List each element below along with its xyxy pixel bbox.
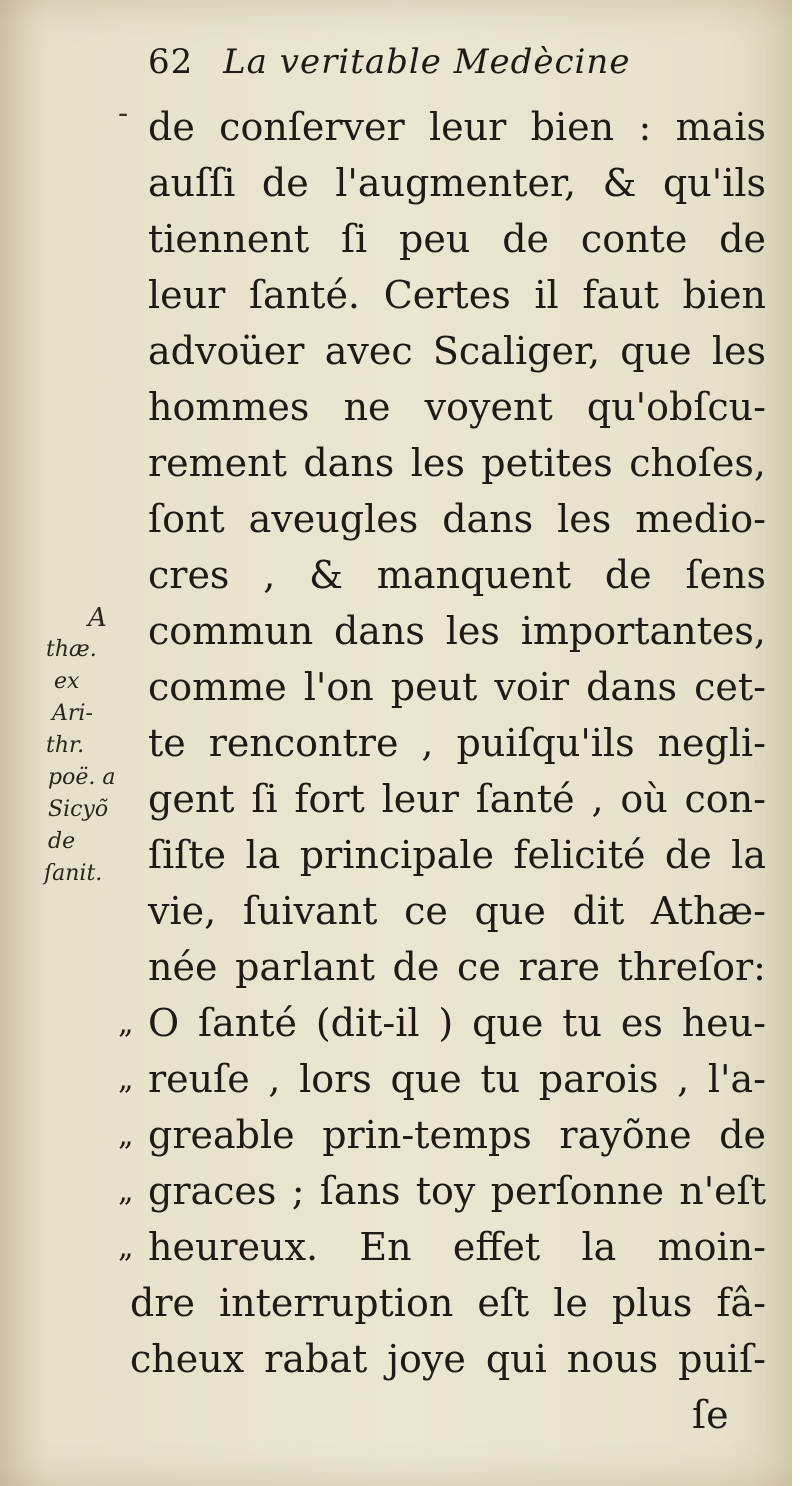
text-line: de conſerver leur bien : mais — [148, 105, 766, 149]
text-line: graces ; ſans toy perſonne n'eſt — [148, 1169, 766, 1213]
text-line: te rencontre , puiſqu'ils negli- — [148, 721, 766, 765]
text-line: heureux. En effet la moin- — [148, 1225, 766, 1269]
running-title: La veritable Medècine — [223, 42, 631, 82]
text-line: rement dans les petites choſes, — [148, 441, 766, 485]
line-dash: - — [118, 96, 129, 131]
page-number: 62 — [148, 42, 194, 82]
text-line: cres , & manquent de ſens — [148, 553, 766, 597]
margin-line: thæ. — [46, 637, 97, 662]
text-line: tiennent ſi peu de conte de — [148, 217, 766, 261]
quote-mark: „ — [118, 1174, 134, 1209]
quote-mark: „ — [118, 1062, 134, 1097]
running-header — [148, 42, 630, 82]
text-line: comme l'on peut voir dans cet- — [148, 665, 766, 709]
text-line: hommes ne voyent qu'obſcu- — [148, 385, 766, 429]
text-line: advoüer avec Scaliger, que les — [148, 329, 766, 373]
catchword: ſe — [692, 1393, 729, 1437]
text-line: commun dans les importantes, — [148, 609, 766, 653]
margin-line: ſanit. — [44, 861, 103, 886]
page-edge — [792, 0, 796, 1486]
quote-mark: „ — [118, 1230, 134, 1265]
text-line: née parlant de ce rare threſor: — [148, 945, 766, 989]
text-line: ſiſte la principale felicité de la — [148, 833, 766, 877]
text-line: reuſe , lors que tu parois , l'a- — [148, 1057, 766, 1101]
text-line: gent ſi fort leur ſanté , où con- — [148, 777, 766, 821]
text-line: greable prin-temps rayõne de — [148, 1113, 766, 1157]
margin-citation — [8, 602, 116, 890]
text-line: vie, ſuivant ce que dit Athæ- — [148, 889, 766, 933]
margin-line: poë. a — [48, 765, 116, 790]
margin-line: ex — [54, 669, 80, 694]
text-line: dre interruption eſt le plus fâ- — [130, 1281, 766, 1325]
text-line: auſſi de l'augmenter, & qu'ils — [148, 161, 766, 205]
text-line: O ſanté (dit-il ) que tu es heu- — [148, 1001, 766, 1045]
margin-line: de — [48, 829, 76, 854]
text-line: cheux rabat joye qui nous puiſ- — [130, 1337, 766, 1381]
text-line: leur ſanté. Certes il faut bien — [148, 273, 766, 317]
margin-line: Sicyõ — [48, 797, 109, 822]
quote-mark: „ — [118, 1006, 134, 1041]
margin-line: thr. — [46, 733, 85, 758]
text-line: ſont aveugles dans les medio- — [148, 497, 766, 541]
margin-line: Ari- — [52, 701, 93, 726]
quote-mark: „ — [118, 1118, 134, 1153]
margin-line: A — [88, 603, 107, 633]
